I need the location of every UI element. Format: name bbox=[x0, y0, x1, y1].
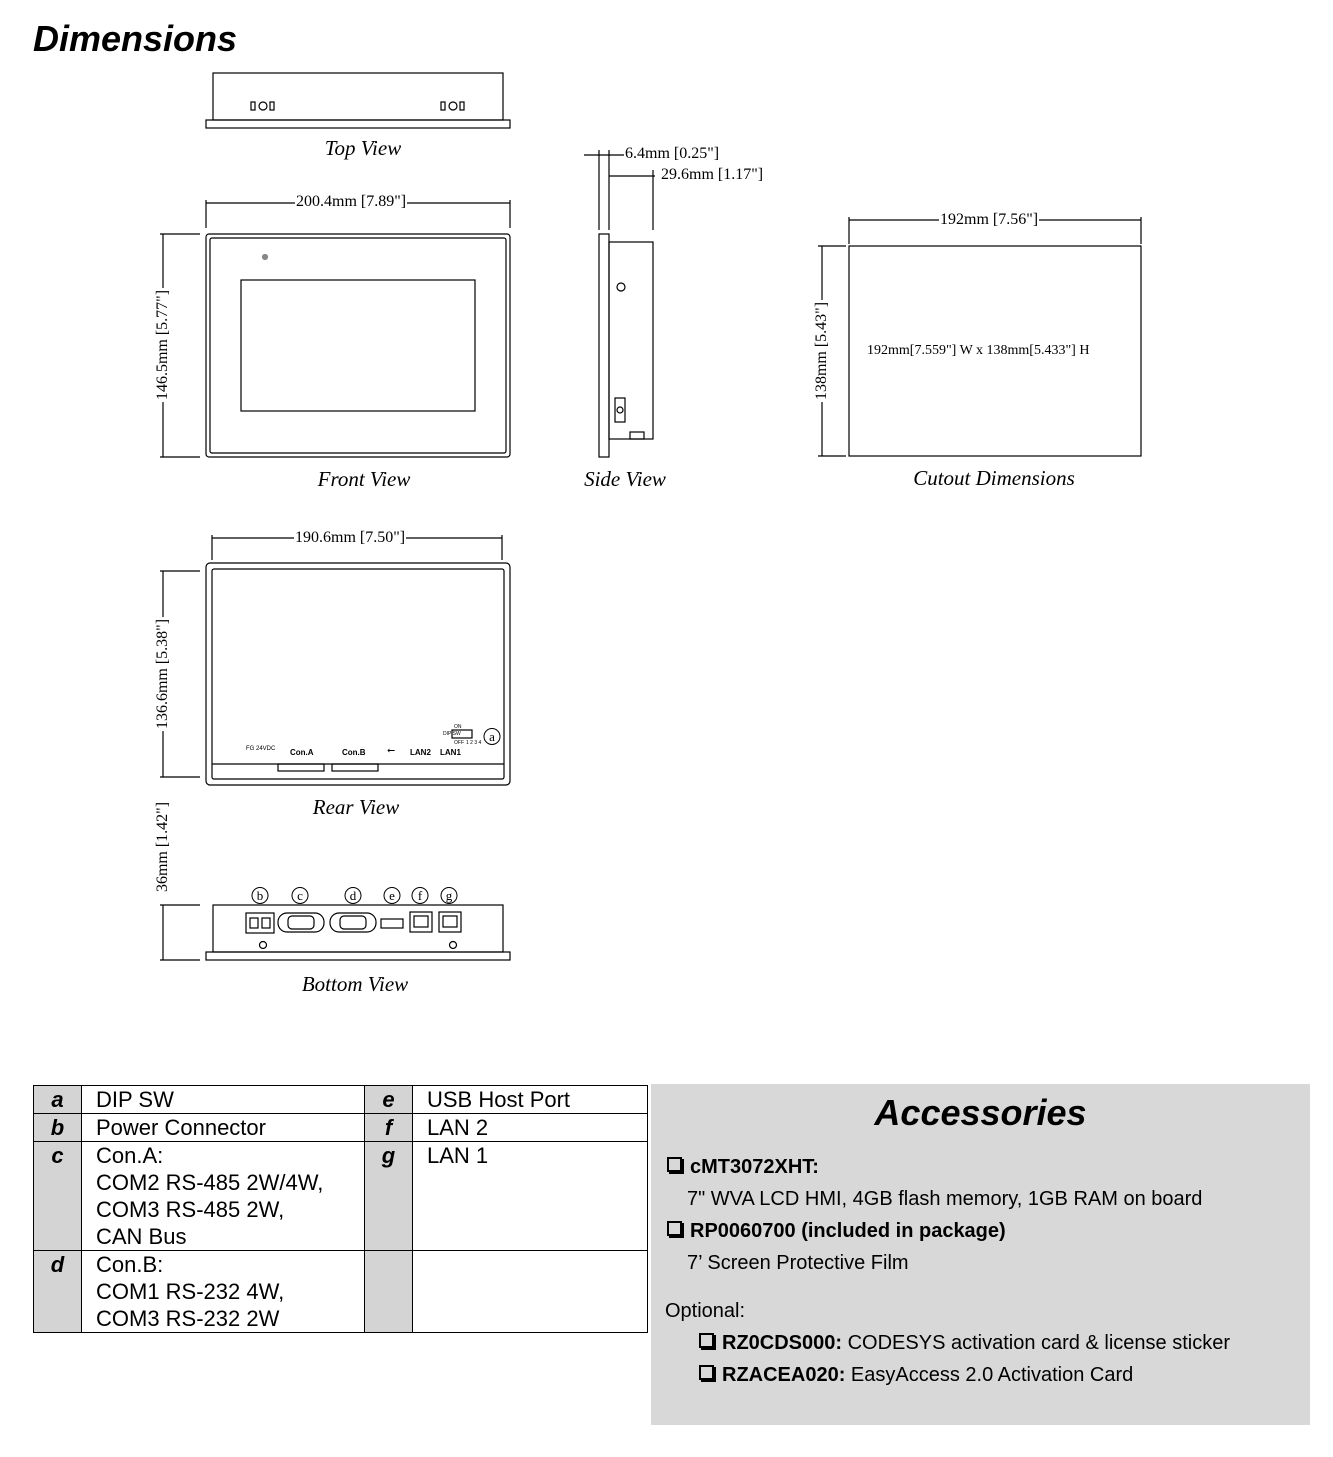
accessory-item: cMT3072XHT: bbox=[667, 1156, 819, 1179]
accessories-title: Accessories bbox=[874, 1092, 1087, 1133]
callout-b: b bbox=[252, 887, 269, 904]
front-width-dim: 200.4mm [7.89"] bbox=[296, 193, 407, 210]
port-desc: DIP SW bbox=[82, 1086, 365, 1114]
callout-d: d bbox=[345, 887, 362, 904]
port-key: c bbox=[34, 1142, 82, 1251]
side-view-drawing bbox=[584, 150, 655, 457]
rear-power-label: FG 24VDC bbox=[246, 746, 276, 752]
table-row bbox=[34, 1114, 648, 1142]
port-legend-table bbox=[33, 1085, 648, 1333]
accessory-item: RP0060700 (included in package) bbox=[667, 1220, 1006, 1243]
rear-con-a-label: Con.A bbox=[290, 748, 314, 757]
rear-con-b-label: Con.B bbox=[342, 748, 366, 757]
table-row bbox=[34, 1142, 648, 1251]
accessories-panel bbox=[651, 1084, 1310, 1425]
cutout-width-dim: 192mm [7.56"] bbox=[940, 211, 1039, 228]
port-key: d bbox=[34, 1251, 82, 1333]
port-key bbox=[365, 1251, 413, 1333]
side-depth-dim: 29.6mm [1.17"] bbox=[661, 166, 764, 183]
port-desc: USB Host Port bbox=[413, 1086, 648, 1114]
callout-a: a bbox=[484, 728, 501, 745]
dip-sw-label: DIP SW bbox=[443, 731, 461, 737]
cutout-label: Cutout Dimensions bbox=[913, 466, 1075, 490]
port-desc: LAN 2 bbox=[413, 1114, 648, 1142]
rear-view-label: Rear View bbox=[312, 795, 400, 819]
checkbox-icon bbox=[699, 1365, 714, 1380]
rear-lan1-label: LAN1 bbox=[440, 748, 461, 757]
optional-item: RZ0CDS000: CODESYS activation card & license sticker bbox=[699, 1332, 1230, 1355]
port-key: f bbox=[365, 1114, 413, 1142]
page-title: Dimensions bbox=[33, 18, 238, 59]
dip-nums-label: 1 2 3 4 bbox=[466, 740, 482, 746]
port-desc: LAN 1 bbox=[413, 1142, 648, 1251]
callout-g: g bbox=[441, 887, 458, 904]
checkbox-icon bbox=[667, 1221, 682, 1236]
table-row bbox=[34, 1251, 648, 1333]
top-view-label: Top View bbox=[324, 136, 402, 160]
checkbox-icon bbox=[699, 1333, 714, 1348]
bottom-view-label: Bottom View bbox=[301, 972, 409, 996]
front-view-drawing bbox=[160, 200, 510, 457]
rear-height-dim: 136.6mm [5.38"] bbox=[154, 618, 171, 730]
side-view-label: Side View bbox=[584, 467, 666, 491]
callout-f: f bbox=[412, 887, 429, 904]
port-desc: Con.A: COM2 RS-485 2W/4W, COM3 RS-485 2W, CAN Bus bbox=[82, 1142, 365, 1251]
bottom-view-drawing bbox=[160, 905, 510, 960]
optional-label: Optional: bbox=[665, 1300, 746, 1322]
port-desc: Power Connector bbox=[82, 1114, 365, 1142]
top-view-drawing bbox=[206, 73, 510, 128]
port-key: b bbox=[34, 1114, 82, 1142]
checkbox-icon bbox=[667, 1157, 682, 1172]
table-row bbox=[34, 1086, 648, 1114]
callout-c: c bbox=[292, 887, 309, 904]
rear-lan2-label: LAN2 bbox=[410, 748, 431, 757]
port-key: e bbox=[365, 1086, 413, 1114]
port-desc: Con.B: COM1 RS-232 4W, COM3 RS-232 2W bbox=[82, 1251, 365, 1333]
callout-e: e bbox=[384, 887, 401, 904]
port-desc bbox=[413, 1251, 648, 1333]
port-key: a bbox=[34, 1086, 82, 1114]
rear-width-dim: 190.6mm [7.50"] bbox=[295, 529, 406, 546]
side-bezel-dim: 6.4mm [0.25"] bbox=[625, 145, 720, 162]
usb-icon: ⭠ bbox=[387, 745, 395, 756]
optional-item: RZACEA020: EasyAccess 2.0 Activation Card bbox=[699, 1364, 1133, 1387]
dip-on-label: ON bbox=[454, 724, 462, 730]
cutout-drawing bbox=[818, 217, 1141, 456]
port-key: g bbox=[365, 1142, 413, 1251]
front-height-dim: 146.5mm [5.77"] bbox=[154, 289, 171, 401]
cutout-height-dim: 138mm [5.43"] bbox=[813, 301, 830, 401]
bottom-height-dim: 36mm [1.42"] bbox=[154, 801, 171, 893]
cutout-note: 192mm[7.559"] W x 138mm[5.433"] H bbox=[867, 343, 1090, 358]
accessory-desc: 7’ Screen Protective Film bbox=[687, 1252, 909, 1274]
dip-off-label: OFF bbox=[454, 740, 464, 746]
accessory-desc: 7" WVA LCD HMI, 4GB flash memory, 1GB RAM on board bbox=[687, 1188, 1203, 1210]
front-view-label: Front View bbox=[317, 467, 411, 491]
